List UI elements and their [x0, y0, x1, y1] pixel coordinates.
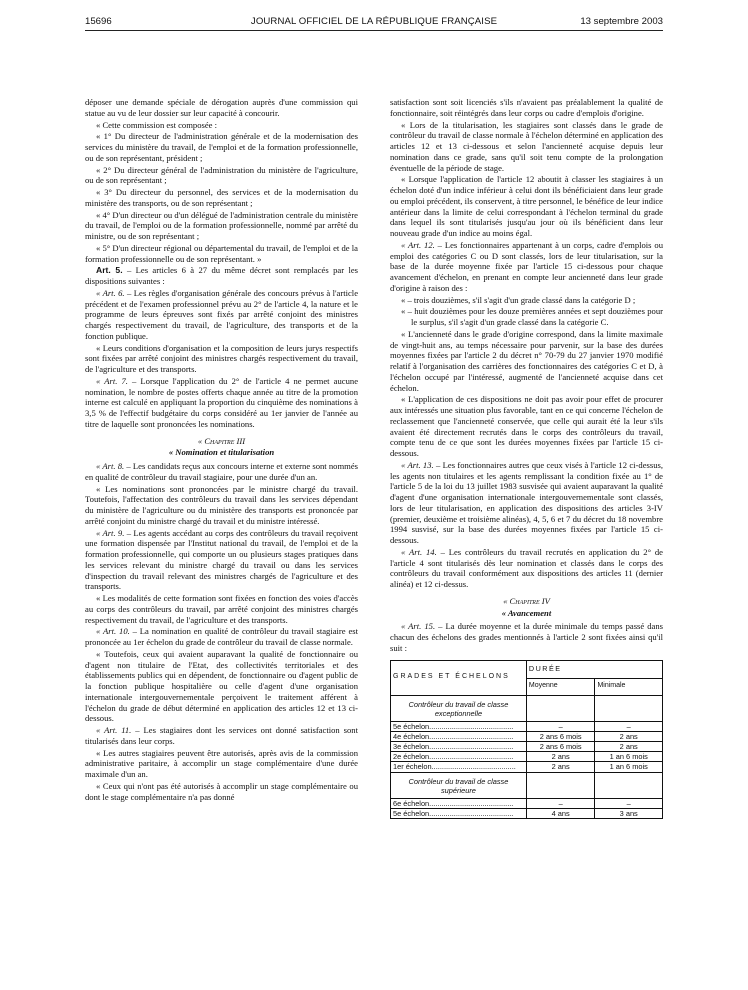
list-item: « – huit douzièmes pour les douze premières années et sept douzièmes pour le surplus, s'il s'agit d'un grade classé dans la catégorie C. [401, 306, 663, 327]
table-row [391, 798, 663, 808]
article-text: – Les agents accédant au corps des contrôleurs du travail reçoivent une formation dispensée par l'Institut national du travail, de l'emploi et de la formation professionnelle, qui comporte un ou plusieurs stages pratiques dans les services relevant du ministre chargé du travail ou dans les services d'inspection du travail relevant des ministres chargés de l'agriculture et des transports. [85, 527, 359, 592]
paragraph: satisfaction sont soit licenciés s'ils n'avaient pas préalablement la qualité de fonctionnaire, soit réintégrés dans leur corps ou cadre d'emplois d'origine. [390, 97, 663, 118]
cell-moyenne: 2 ans 6 mois [526, 741, 595, 751]
row-label [391, 752, 527, 762]
cell-moyenne: 4 ans [526, 808, 595, 818]
article-text: – Les fonctionnaires autres que ceux visés à l'article 12 ci-dessus, les agents non titulaires et les agents remplissant la condition fixée au 1° de l'article 5 de la loi du 13 juillet 1983 susvisée qui avaient auparavant la qualité d'agent d'une organisation internationale intergouvernementale sont classés, lors de leur titularisation, en application des dispositions des articles 3-IV (premier, deuxième et troisième alinéas), 4, 5, 6 et 7 du décret du 18 novembre 1994 susvisé, sur la base des durées moyennes fixées par l'article 15 ci-dessous. [390, 459, 663, 545]
paragraph: « 1° Du directeur de l'administration générale et de la modernisation des services du ministère du travail, de l'emploi et de la formation professionnelle, ou de son représentant, président ; [85, 131, 358, 163]
article-title: « Art. 6. [96, 287, 125, 298]
leader-dots: ......................................... [429, 741, 514, 751]
paragraph: « Ceux qui n'ont pas été autorisés à accomplir un stage complémentaire ou dont le stage complémentaire n'a pas donné [85, 780, 358, 802]
paragraph: « Les modalités de cette formation sont fixées en fonction des voies d'accès au corps des contrôleurs du travail, par arrêté conjoint des ministres chargés respectivement du travail, de l'agriculture et des transports. [85, 593, 358, 625]
chapter-heading: « Chapitre III [197, 435, 246, 446]
table-row [391, 731, 663, 741]
leader-dots: ......................................... [429, 752, 514, 762]
leader-dots: ......................................... [429, 808, 514, 818]
article-title: « Art. 9. [96, 527, 125, 538]
leader-dots: ......................................... [429, 731, 514, 741]
article-title: Art. 5. [96, 265, 123, 276]
table-row [391, 741, 663, 751]
article-title: « Art. 13. [401, 459, 434, 470]
row-label [391, 762, 527, 772]
article-5 [85, 265, 358, 287]
row-label [391, 741, 527, 751]
echelon-label: 5e échelon [393, 808, 430, 818]
paragraph: « L'application de ces dispositions ne doit pas avoir pour effet de procurer aux intéressés une situation plus favorable, tant en ce qui concerne l'échelon de reclassement que l'ancienneté conservée, que celle qui aurait été la leur s'ils avaient été directement recrutés dans le corps des contrôleurs du travail, compte tenu de ce que sont les durées moyennes fixées par l'article 15 ci-dessous. [390, 394, 663, 458]
paragraph: « Les autres stagiaires peuvent être autorisés, après avis de la commission administrative paritaire, à accomplir un stage complémentaire d'une durée maximale d'un an. [85, 747, 358, 779]
paragraph: « Cette commission est composée : [96, 119, 218, 130]
grades-table [390, 660, 663, 819]
chapter-title: « Avancement [501, 607, 552, 618]
echelon-label: 4e échelon [393, 731, 430, 741]
journal-title: JOURNAL OFFICIEL DE LA RÉPUBLIQUE FRANÇAISE [250, 16, 498, 27]
echelon-label: 3e échelon [393, 741, 430, 751]
article-text: – Lorsque l'application du 2° de l'article 4 ne permet aucune nomination, le nombre de postes offerts chaque année au titre de la promotion interne est calculé en appliquant la proportion du cinquième des nominations à 3,5 % de l'effectif budgétaire du corps considéré au 1er janvier de l'année au titre de laquelle sont prononcées les nominations. [85, 375, 359, 429]
article-text: – La durée moyenne et la durée minimale du temps passé dans chacun des échelons des grades mentionnés à l'article 2 sont fixées ainsi qu'il suit : [390, 621, 663, 653]
paragraph: « 5° D'un directeur régional ou départemental du travail, de l'emploi et de la formation professionnelle ou de son représentant. » [85, 242, 358, 264]
paragraph: « Lors de la titularisation, les stagiaires sont classés dans le grade de contrôleur du travail de classe normale à l'échelon déterminé en application des articles 12 et 13 ci-dessous et selon l'ancienneté acquise depuis leur nomination dans ce grade, sans qu'il soit tenu compte de la prolongation éventuelle de la période de stage. [390, 119, 663, 173]
article-15 [390, 621, 663, 653]
article-text: – Les règles d'organisation générale des concours prévus à l'article précédent et de l'examen professionnel prévu au 2° de l'article 4, la nature et le programme de leurs épreuves sont fixés par arrêté conjoint des ministres chargés respectivement du travail, de l'agriculture, des transports et de la fonction publique. [85, 287, 359, 341]
chapter-title: « Nomination et titularisation [168, 447, 275, 458]
cell-minimale: 1 an 6 mois [595, 752, 663, 762]
column-header-duree: DURÉE [526, 660, 662, 678]
article-title: « Art. 14. [401, 546, 437, 557]
paragraph: déposer une demande spéciale de dérogation auprès d'une commission qui statue au vu de leur dossier sur leur capacité à concourir. [85, 97, 358, 118]
article-9 [85, 528, 358, 593]
echelon-label: 6e échelon [393, 798, 430, 808]
cell-moyenne: – [526, 798, 595, 808]
category-label: Contrôleur du travail de classe supérieure [391, 772, 527, 798]
article-14 [390, 547, 663, 590]
cell-minimale: – [595, 721, 663, 731]
row-label [391, 721, 527, 731]
paragraph: « 3° Du directeur du personnel, des services et de la modernisation du ministère des transports, ou de son représentant ; [85, 187, 358, 208]
article-8 [85, 461, 358, 483]
article-title: « Art. 7. [96, 375, 128, 386]
leader-dots: ......................................... [431, 762, 516, 772]
article-text: – Les candidats reçus aux concours interne et externe sont nommés en qualité de contrôleur du travail stagiaire, pour une durée d'un an. [85, 461, 359, 482]
empty-cell [595, 772, 663, 798]
cell-moyenne: – [526, 721, 595, 731]
paragraph: « Toutefois, ceux qui avaient auparavant la qualité de fonctionnaire ou d'agent non titulaire de l'Etat, des collectivités territoriales et des établissements publics qui en dépendent, de fonctionnaire ou d'agent public de la fonction publique hospitalière ou celle d'agent d'une organisation internationale intergouvernementale perçoivent le traitement afférent à l'échelon du grade de début déterminé en application des articles 12 et 13 ci-dessous. [85, 648, 358, 724]
page-header [85, 16, 663, 31]
empty-cell [595, 695, 663, 721]
article-title: « Art. 12. [401, 239, 435, 250]
cell-moyenne: 2 ans [526, 752, 595, 762]
paragraph: « 2° Du directeur général de l'administration du ministère de l'agriculture, ou de son représentant ; [85, 164, 358, 186]
article-text: – Les articles 6 à 27 du même décret sont remplacés par les dispositions suivantes : [85, 265, 358, 286]
column-header-minimale: Minimale [595, 678, 663, 695]
table-row [391, 762, 663, 772]
list-item: « – trois douzièmes, s'il s'agit d'un grade classé dans la catégorie D ; [401, 294, 636, 305]
article-13 [390, 460, 663, 546]
article-text: – La nomination en qualité de contrôleur du travail stagiaire est prononcée au 1er échelon du grade de contrôleur du travail de classe normale. [85, 626, 358, 647]
table-row [391, 721, 663, 731]
article-text: – Les fonctionnaires appartenant à un corps, cadre d'emplois ou emploi des catégories C ou D sont classés, lors de leur titularisation, sur la base de la durée moyenne fixée par l'article 15 ci-dessous pour chaque avancement d'échelon, en prenant en compte leur ancienneté dans leur grade d'origine à raison des : [390, 239, 664, 293]
echelon-label: 5e échelon [393, 721, 430, 731]
article-title: « Art. 8. [96, 461, 125, 471]
row-label [391, 798, 527, 808]
leader-dots: ......................................... [429, 721, 514, 731]
table-row [391, 808, 663, 818]
paragraph: « L'ancienneté dans le grade d'origine correspond, dans la limite maximale de vingt-huit ans, au temps nécessaire pour parvenir, sur la base des durées moyennes fixées par l'article 2 du décret n° 70-79 du 27 janvier 1970 modifié relatif à l'organisation des carrières des fonctionnaires des catégories C et D, à l'échelon occupé par l'intéressé, augmenté de l'ancienneté acquise dans cet échelon. [390, 328, 663, 393]
cell-moyenne: 2 ans 6 mois [526, 731, 595, 741]
cell-minimale: – [595, 798, 663, 808]
column-header-moyenne: Moyenne [526, 678, 595, 695]
left-column [85, 97, 358, 803]
article-10 [85, 626, 358, 648]
empty-cell [526, 695, 595, 721]
paragraph: « Leurs conditions d'organisation et la composition de leurs jurys respectifs sont fixées par arrêté conjoint des ministres chargés respectivement du travail, de l'agriculture et des transports. [85, 342, 358, 374]
article-7 [85, 376, 358, 430]
column-header-grades: GRADES ET ÉCHELONS [391, 660, 527, 695]
cell-minimale: 2 ans [595, 741, 663, 751]
echelon-label: 1er échelon [393, 762, 432, 772]
article-text: – Les stagiaires dont les services ont donné satisfaction sont titularisés dans leur corps. [85, 725, 358, 746]
category-label: Contrôleur du travail de classe exceptionnelle [391, 695, 527, 721]
cell-minimale: 1 an 6 mois [595, 762, 663, 772]
cell-minimale: 2 ans [595, 731, 663, 741]
publication-date: 13 septembre 2003 [580, 16, 663, 27]
article-11 [85, 725, 358, 747]
row-label [391, 731, 527, 741]
paragraph: « 4° D'un directeur ou d'un délégué de l'administration centrale du ministère du travail, de l'emploi ou de la formation professionnelle, nommé par arrêté du ministre, ou de son représentant ; [85, 209, 358, 241]
article-title: « Art. 15. [401, 621, 436, 632]
paragraph: « Les nominations sont prononcées par le ministre chargé du travail. Toutefois, l'affectation des contrôleurs du travail dans les services dépendant du ministère de l'agriculture ou du ministère des transports est prononcée par arrêté conjoint du ministre chargé du travail et du ministre intéressé. [85, 483, 358, 526]
article-title: « Art. 11. [96, 725, 132, 735]
article-12 [390, 240, 663, 294]
paragraph: « Lorsque l'application de l'article 12 aboutit à classer les stagiaires à un échelon doté d'un indice inférieur à celui dont ils bénéficiaient dans leur grade ou emploi précédent, ils conservent, à titre personnel, le bénéfice de leur indice antérieur dans la limite de celui correspondant à l'échelon terminal du grade dans lequel ils sont titularisés jusqu'au jour où ils bénéficient dans leur nouveau grade d'un indice au moins égal. [390, 174, 663, 238]
chapter-heading: « Chapitre IV [503, 595, 550, 606]
right-column [390, 97, 663, 819]
empty-cell [526, 772, 595, 798]
page-number: 15696 [85, 16, 112, 27]
cell-moyenne: 2 ans [526, 762, 595, 772]
leader-dots: ......................................... [429, 798, 514, 808]
cell-minimale: 3 ans [595, 808, 663, 818]
article-6 [85, 288, 358, 342]
row-label [391, 808, 527, 818]
table-row [391, 752, 663, 762]
article-title: « Art. 10. [96, 626, 130, 637]
echelon-label: 2e échelon [393, 752, 430, 762]
article-text: – Les contrôleurs du travail recrutés en application du 2° de l'article 4 sont titularisés dès leur nomination et classés dans le corps des contrôleurs du travail conformément aux dispositions des articles 11 (dernier alinéa) et 12 ci-dessus. [390, 546, 664, 589]
